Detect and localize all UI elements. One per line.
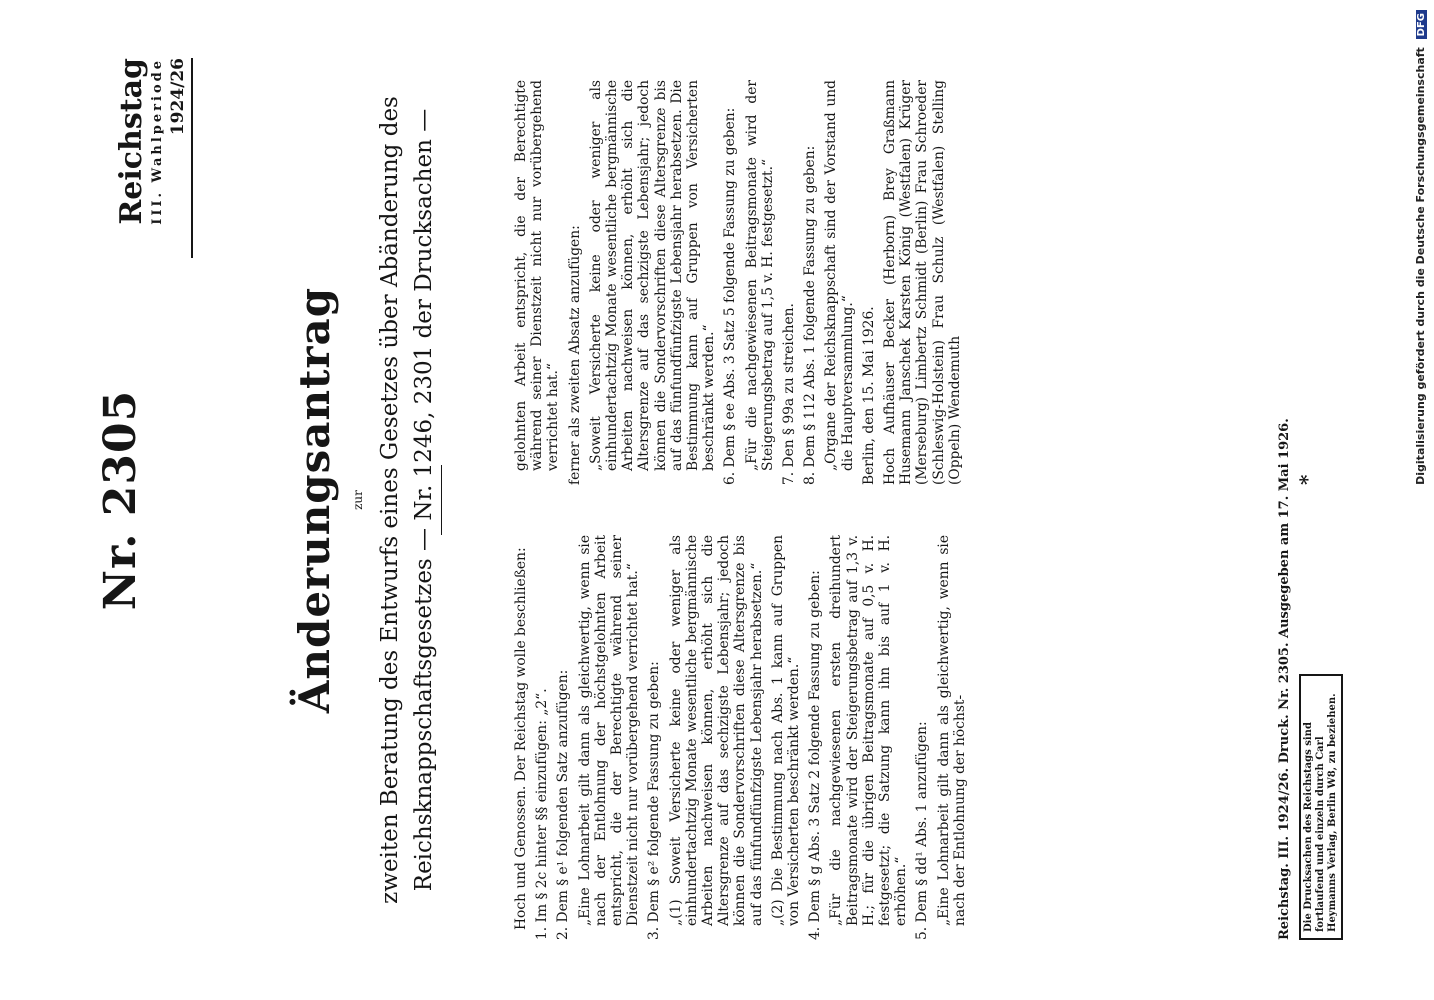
date-line: Berlin, den 15. Mai 1926. — [860, 306, 877, 485]
header-period: III. Wahlperiode — [150, 58, 165, 225]
paragraph: 3. Dem § e² folgende Fassung zu geben: — [646, 661, 663, 940]
document-number: Nr. 2305 — [95, 389, 146, 611]
title-connector: zur — [351, 490, 365, 510]
paragraph: „Eine Lohnarbeit gilt dann als gleichwertig, wenn sie nach der Entlohnung der höchst- — [935, 535, 968, 926]
paragraph: Hoch und Genossen. Der Reichstag wolle beschließen: — [513, 547, 529, 930]
paragraph: „Eine Lohnarbeit gilt dann als gleichwertig, wenn sie nach der Entlohnung der höchstgelohnten Arbeit entspricht, die der Berechtigte während seiner Dienstzeit nicht nur vorübergehend verrichtet hat.“ — [576, 535, 642, 926]
reichstag-header — [115, 58, 193, 258]
asterisk-mark: * — [1295, 474, 1319, 485]
paragraph: 7. Den § 99a zu streichen. — [781, 303, 798, 485]
paragraph: 8. Dem § 112 Abs. 1 folgende Fassung zu geben: — [802, 145, 819, 485]
footer-notice-box: Die Drucksachen des Reichstags sind fortlaufend und einzeln durch Carl Heymanns Verlag, Berlin W8, zu beziehen. — [1299, 674, 1343, 940]
paragraph: „Für die nachgewiesenen Beitragsmonate wird der Steigerungsbetrag auf 1,5 v. H. festgesetzt.“ — [743, 80, 776, 471]
paragraph: 6. Dem § ee Abs. 3 Satz 5 folgende Fassung zu geben: — [722, 107, 739, 485]
paragraph: „(1) Soweit Versicherte keine oder weniger als einhundertachtzig Monate wesentliche bergmännische Arbeiten nachweisen können, erhöht sich die Altersgrenze auf das sechzigste Lebensjahr; jedoch können die Sondervorschriften diese Altersgrenze bis auf das fünfundfünfzigste Lebensjahr herabsetzen.“ — [667, 535, 765, 926]
paragraph: 5. Dem § dd¹ Abs. 1 anzufügen: — [914, 721, 931, 940]
document-page — [15, 10, 1405, 990]
document-subtitle: zweiten Beratung des Entwurfs eines Gesetzes über Abänderung des Reichsknappschaftsgesetzes — Nr. 1246, 2301 der Drucksachen — — [377, 96, 437, 904]
dfg-logo: DFG — [1416, 10, 1427, 39]
digitization-text: Digitalisierung gefördert durch die Deutsche Forschungsgemeinschaft — [1414, 47, 1427, 485]
title-divider — [441, 465, 442, 535]
paragraph: gelohnten Arbeit entspricht, die der Berechtigte während seiner Dienstzeit nicht nur vorübergehend verrichtet hat.“ — [513, 80, 562, 471]
paragraph: „(2) Die Bestimmung nach Abs. 1 kann auf Gruppen von Versicherten beschränkt werden.“ — [769, 535, 803, 926]
header-years: 1924/26 — [167, 58, 193, 258]
paragraph: 4. Dem § g Abs. 3 Satz 2 folgende Fassung zu geben: — [807, 570, 824, 940]
footer-line: Reichstag. III. 1924/26. Druck. Nr. 2305. Ausgegeben am 17. Mai 1926. — [1277, 418, 1292, 940]
paragraph: „Für die nachgewiesenen ersten dreihundert Beitragsmonate wird der Steigerungsbetrag auf 1,3 v. H.; für die übrigen Beitragsmonate auf 0,5 v. H. festgesetzt; die Satzung kann ihn bis auf 1 v. H. erhöhen.“ — [828, 535, 910, 926]
document-title: Änderungsantrag — [290, 286, 339, 714]
paragraph: ferner als zweiten Absatz anzufügen: — [566, 225, 583, 485]
right-column — [513, 80, 968, 485]
header-body: Reichstag — [114, 58, 149, 225]
left-column — [513, 535, 973, 940]
signatories: Hoch Aufhäuser Becker (Herborn) Brey Graßmann Husemann Janschek Karsten König (Westfalen) Krüger (Merseburg) Limbertz Schmidt (Berlin) Frau Schroeder (Schleswig-Holstein) Frau Schulz (Westfalen) Stelling (Oppeln) Wendemuth — [882, 80, 963, 485]
paragraph: 2. Dem § e¹ folgenden Satz anzufügen: — [555, 669, 572, 940]
paragraph: 1. Im § 2c hinter §§ einzufügen: „2“. — [534, 688, 551, 940]
paragraph: „Organe der Reichsknappschaft sind der Vorstand und die Hauptversammlung.“ — [823, 80, 856, 471]
digitization-notice — [1414, 10, 1430, 990]
paragraph: „Soweit Versicherte keine oder weniger als einhundertachtzig Monate wesentliche bergmännische Arbeiten nachweisen können, erhöht sich die Altersgrenze auf das sechzigste Lebensjahr; jedoch können die Sondervorschriften diese Altersgrenze bis auf das fünfundfünfzigste Lebensjahr herabsetzen. Die Bestimmung kann auf Gruppen von Versicherten beschränkt werden.“ — [587, 80, 718, 471]
